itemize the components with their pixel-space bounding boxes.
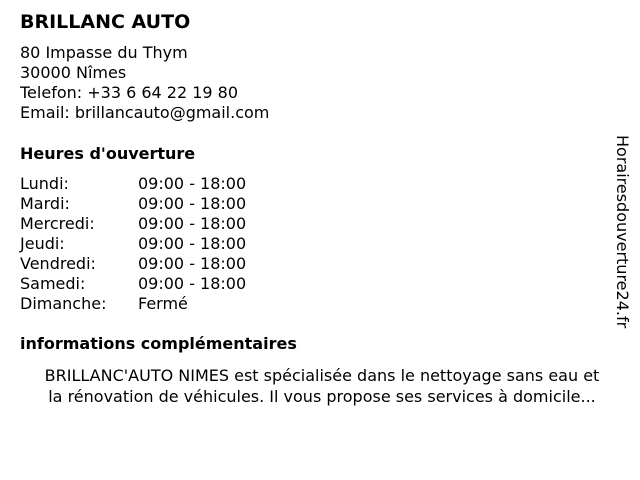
- business-name: BRILLANC AUTO: [20, 11, 191, 33]
- day-label: Mardi:: [20, 194, 70, 213]
- day-hours: 09:00 - 18:00: [138, 254, 247, 273]
- day-label: Lundi:: [20, 174, 69, 193]
- hours-row-thursday: [20, 234, 246, 254]
- day-label: Samedi:: [20, 274, 86, 293]
- hours-row-wednesday: [20, 214, 246, 234]
- hours-row-tuesday: [20, 194, 246, 214]
- info-description: [20, 365, 624, 407]
- day-label: Jeudi:: [20, 234, 65, 253]
- day-hours: 09:00 - 18:00: [138, 214, 247, 233]
- hours-row-friday: [20, 254, 246, 274]
- day-label: Dimanche:: [20, 294, 107, 313]
- hours-row-sunday: [20, 294, 246, 314]
- address-block: [20, 43, 269, 123]
- info-line: la rénovation de véhicules. Il vous propose ses services à domicile...: [48, 387, 596, 406]
- day-hours: 09:00 - 18:00: [138, 234, 247, 253]
- day-hours: 09:00 - 18:00: [138, 174, 247, 193]
- hours-row-saturday: [20, 274, 246, 294]
- hours-table: [20, 174, 246, 314]
- day-hours: 09:00 - 18:00: [138, 274, 247, 293]
- address-street: 80 Impasse du Thym: [20, 43, 188, 62]
- address-city: 30000 Nîmes: [20, 63, 127, 82]
- day-label: Vendredi:: [20, 254, 96, 273]
- email-address: Email: brillancauto@gmail.com: [20, 103, 270, 122]
- day-hours: 09:00 - 18:00: [138, 194, 247, 213]
- site-watermark: Horairesdouverture24.fr: [613, 135, 632, 329]
- hours-row-monday: [20, 174, 246, 194]
- phone-number: Telefon: +33 6 64 22 19 80: [20, 83, 239, 102]
- info-heading: informations complémentaires: [20, 334, 297, 353]
- hours-heading: Heures d'ouverture: [20, 144, 196, 163]
- day-label: Mercredi:: [20, 214, 95, 233]
- day-hours: Fermé: [138, 294, 188, 313]
- info-line: BRILLANC'AUTO NIMES est spécialisée dans le nettoyage sans eau et: [44, 366, 600, 385]
